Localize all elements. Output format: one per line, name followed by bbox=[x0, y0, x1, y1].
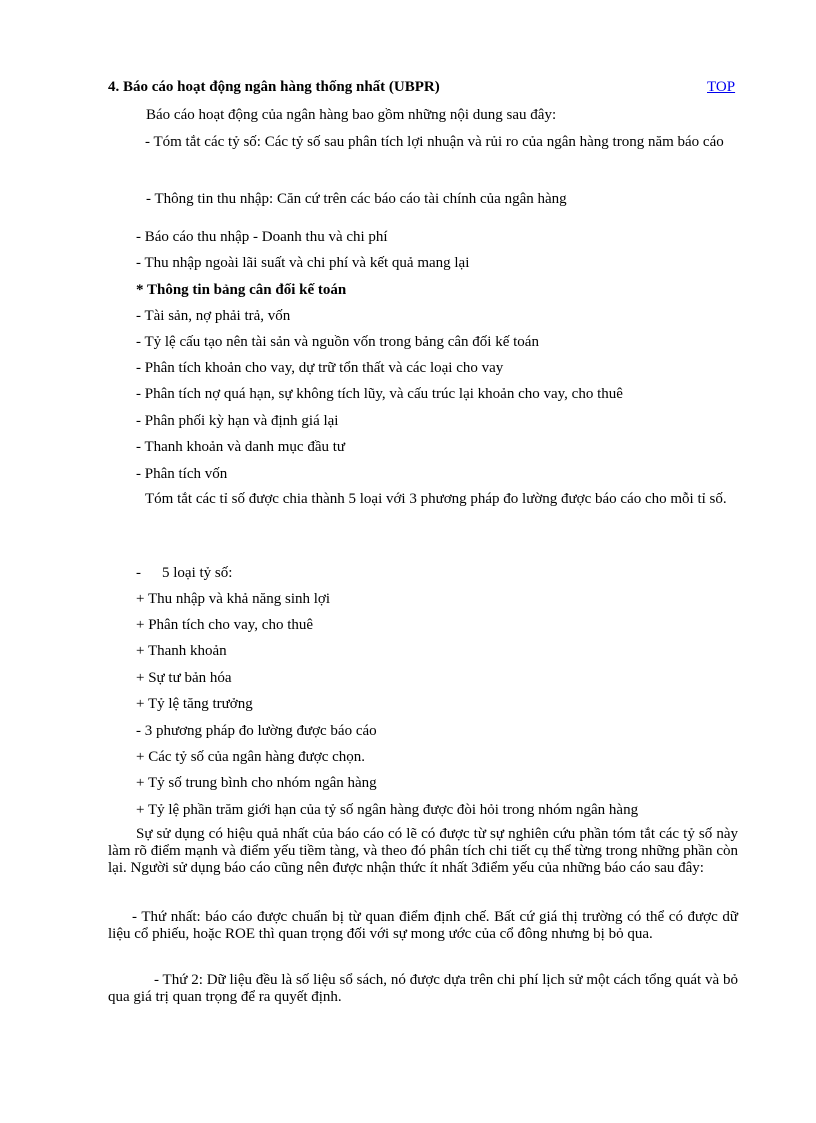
ratio-summary-paragraph: Tóm tắt các tỉ số được chia thành 5 loại với 3 phương pháp đo lường được báo cáo cho mỗi tỉ số. bbox=[145, 491, 727, 507]
list-item: - Thanh khoản và danh mục đầu tư bbox=[136, 439, 346, 455]
top-link[interactable]: TOP bbox=[707, 79, 736, 95]
ratio-item: + Phân tích cho vay, cho thuê bbox=[136, 617, 314, 633]
intro-text: Báo cáo hoạt động của ngân hàng bao gồm những nội dung sau đây: bbox=[146, 107, 557, 123]
income-info-text: - Thông tin thu nhập: Căn cứ trên các báo cáo tài chính của ngân hàng bbox=[146, 191, 567, 207]
usage-paragraph: Sự sử dụng có hiệu quả nhất của báo cáo có lẽ có được từ sự nghiên cứu phần tóm tắt các tỷ số này làm rõ điểm mạnh và điểm yếu tiềm tàng, và theo đó phân tích chi tiết cụ thể từng trong những phần còn lại. Người sử dụng báo cáo cũng nên được nhận thức ít nhất 3điểm yếu của những báo cáo sau đây: bbox=[108, 826, 738, 876]
five-types-label: 5 loại tỷ số: bbox=[162, 565, 233, 581]
list-item: - Tỷ lệ cấu tạo nên tài sản và nguồn vốn trong bảng cân đối kế toán bbox=[136, 334, 539, 350]
list-item: - Tài sản, nợ phải trả, vốn bbox=[136, 308, 291, 324]
summary-paragraph: - Tóm tắt các tỷ số: Các tỷ số sau phân tích lợi nhuận và rủi ro của ngân hàng trong năm báo cáo bbox=[145, 134, 724, 150]
first-weakness-paragraph: - Thứ nhất: báo cáo được chuẩn bị từ quan điểm định chế. Bất cứ giá thị trường có thể có được dữ liệu cổ phiếu, hoặc ROE thì quan trọng đối với sự mong ước của cổ đông nhưng bị bỏ qua. bbox=[108, 909, 738, 942]
ratio-item: + Thanh khoản bbox=[136, 643, 227, 659]
method-item: + Tỷ lệ phần trăm giới hạn của tỷ số ngân hàng được đòi hỏi trong nhóm ngân hàng bbox=[136, 802, 639, 818]
method-item: + Tỷ số trung bình cho nhóm ngân hàng bbox=[136, 775, 377, 791]
method-heading: - 3 phương pháp đo lường được báo cáo bbox=[136, 723, 377, 739]
list-item: - Thu nhập ngoài lãi suất và chi phí và kết quả mang lại bbox=[136, 255, 470, 271]
method-item: + Các tỷ số của ngân hàng được chọn. bbox=[136, 749, 366, 765]
ratio-item: + Sự tư bản hóa bbox=[136, 670, 232, 686]
five-types-dash: - bbox=[136, 565, 141, 581]
list-item: - Phân tích nợ quá hạn, sự không tích lũy, và cấu trúc lại khoản cho vay, cho thuê bbox=[136, 386, 623, 402]
ratio-item: + Tỷ lệ tăng trưởng bbox=[136, 696, 253, 712]
list-item: - Phân tích khoản cho vay, dự trữ tổn thất và các loại cho vay bbox=[136, 360, 504, 376]
list-item: - Phân tích vốn bbox=[136, 466, 228, 482]
section-heading: 4. Báo cáo hoạt động ngân hàng thống nhất (UBPR) bbox=[108, 79, 440, 95]
ratio-item: + Thu nhập và khả năng sinh lợi bbox=[136, 591, 331, 607]
list-item: - Phân phối kỳ hạn và định giá lại bbox=[136, 413, 339, 429]
balance-sheet-heading: * Thông tin bảng cân đối kế toán bbox=[136, 282, 347, 298]
list-item: - Báo cáo thu nhập - Doanh thu và chi phí bbox=[136, 229, 388, 245]
second-weakness-paragraph: - Thứ 2: Dữ liệu đều là số liệu sổ sách, nó được dựa trên chi phí lịch sử một cách tổng quát và bỏ qua giá trị quan trọng để ra quyết định. bbox=[108, 972, 738, 1005]
